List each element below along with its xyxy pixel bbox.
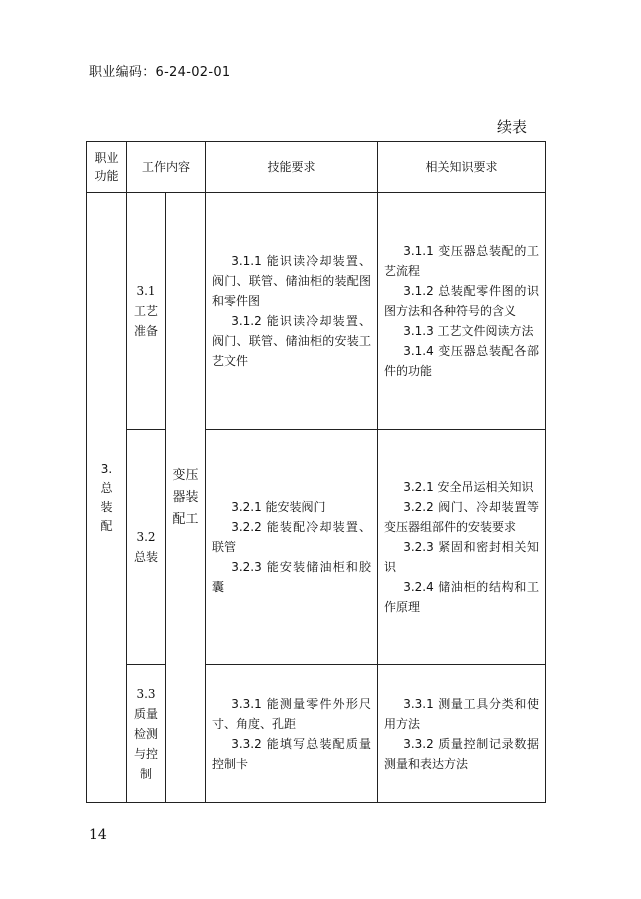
work-content-cell — [127, 193, 166, 430]
content-line: 工艺 — [133, 304, 158, 318]
knowledge-item: 3.2.1 安全吊运相关知识 — [403, 480, 534, 494]
header-function-line1: 职业 — [94, 151, 119, 165]
knowledge-item: 3.1.2 总装配零件图的识图方法和各种符号的含义 — [384, 284, 540, 318]
content-line: 质量 — [133, 706, 158, 721]
job-line: 变压 — [172, 467, 199, 483]
knowledge-item: 3.2.3 紧固和密封相关知识 — [384, 540, 540, 574]
skill-item: 3.2.2 能装配冷却装置、联管 — [212, 520, 372, 554]
knowledge-item: 3.1.3 工艺文件阅读方法 — [403, 324, 534, 338]
skill-item: 3.2.1 能安装阀门 — [231, 500, 326, 514]
table-row — [87, 193, 546, 430]
header-knowledge-requirements: 相关知识要求 — [378, 142, 546, 193]
continued-label: 续表 — [497, 118, 528, 136]
skill-item: 3.1.1 能识读冷却装置、阀门、联管、储油柜的装配图和零件图 — [212, 254, 372, 308]
job-line: 配工 — [172, 511, 199, 527]
occupation-code: 职业编码：6-24-02-01 — [89, 65, 231, 80]
table-header-row — [87, 142, 546, 193]
knowledge-item: 3.2.2 阀门、冷却装置等变压器组部件的安装要求 — [384, 500, 540, 534]
skill-item: 3.3.2 能填写总装配质量控制卡 — [212, 736, 372, 771]
content-line: 总装 — [133, 550, 158, 564]
knowledge-requirements-cell — [378, 193, 546, 430]
skill-requirements-cell — [206, 193, 378, 430]
content-line: 制 — [139, 766, 152, 781]
header-function — [87, 142, 127, 193]
knowledge-item: 3.2.4 储油柜的结构和工作原理 — [384, 580, 540, 614]
knowledge-requirements-cell — [378, 430, 546, 665]
work-content-cell — [127, 430, 166, 665]
table-row — [87, 665, 546, 803]
skill-item: 3.1.2 能识读冷却装置、阀门、联管、储油柜的安装工艺文件 — [212, 314, 372, 368]
knowledge-item: 3.1.4 变压器总装配各部件的功能 — [384, 344, 540, 378]
content-number: 3.1 — [136, 284, 156, 298]
header-work-content: 工作内容 — [127, 142, 206, 193]
content-line: 准备 — [133, 324, 158, 338]
function-name: 总装配 — [100, 480, 113, 533]
skill-spec-table — [86, 141, 546, 803]
skill-requirements-cell — [206, 665, 378, 803]
content-line: 检测 — [133, 726, 158, 741]
knowledge-item: 3.1.1 变压器总装配的工艺流程 — [384, 244, 540, 278]
content-line: 与控 — [133, 746, 158, 761]
knowledge-requirements-cell — [378, 665, 546, 803]
function-cell — [87, 193, 127, 803]
content-number: 3.3 — [136, 686, 156, 701]
knowledge-item: 3.3.1 测量工具分类和使用方法 — [384, 696, 540, 731]
table-row — [87, 430, 546, 665]
job-line: 器装 — [172, 489, 199, 505]
function-number: 3. — [100, 461, 113, 476]
content-number: 3.2 — [136, 530, 156, 544]
page-number: 14 — [89, 827, 107, 843]
header-function-line2: 功能 — [94, 169, 119, 183]
skill-requirements-cell — [206, 430, 378, 665]
skill-item: 3.3.1 能测量零件外形尺寸、角度、孔距 — [212, 696, 372, 731]
header-skill-requirements: 技能要求 — [206, 142, 378, 193]
job-title-cell — [166, 193, 206, 803]
work-content-cell — [127, 665, 166, 803]
knowledge-item: 3.3.2 质量控制记录数据测量和表达方法 — [384, 736, 540, 771]
skill-item: 3.2.3 能安装储油柜和胶囊 — [212, 560, 372, 594]
